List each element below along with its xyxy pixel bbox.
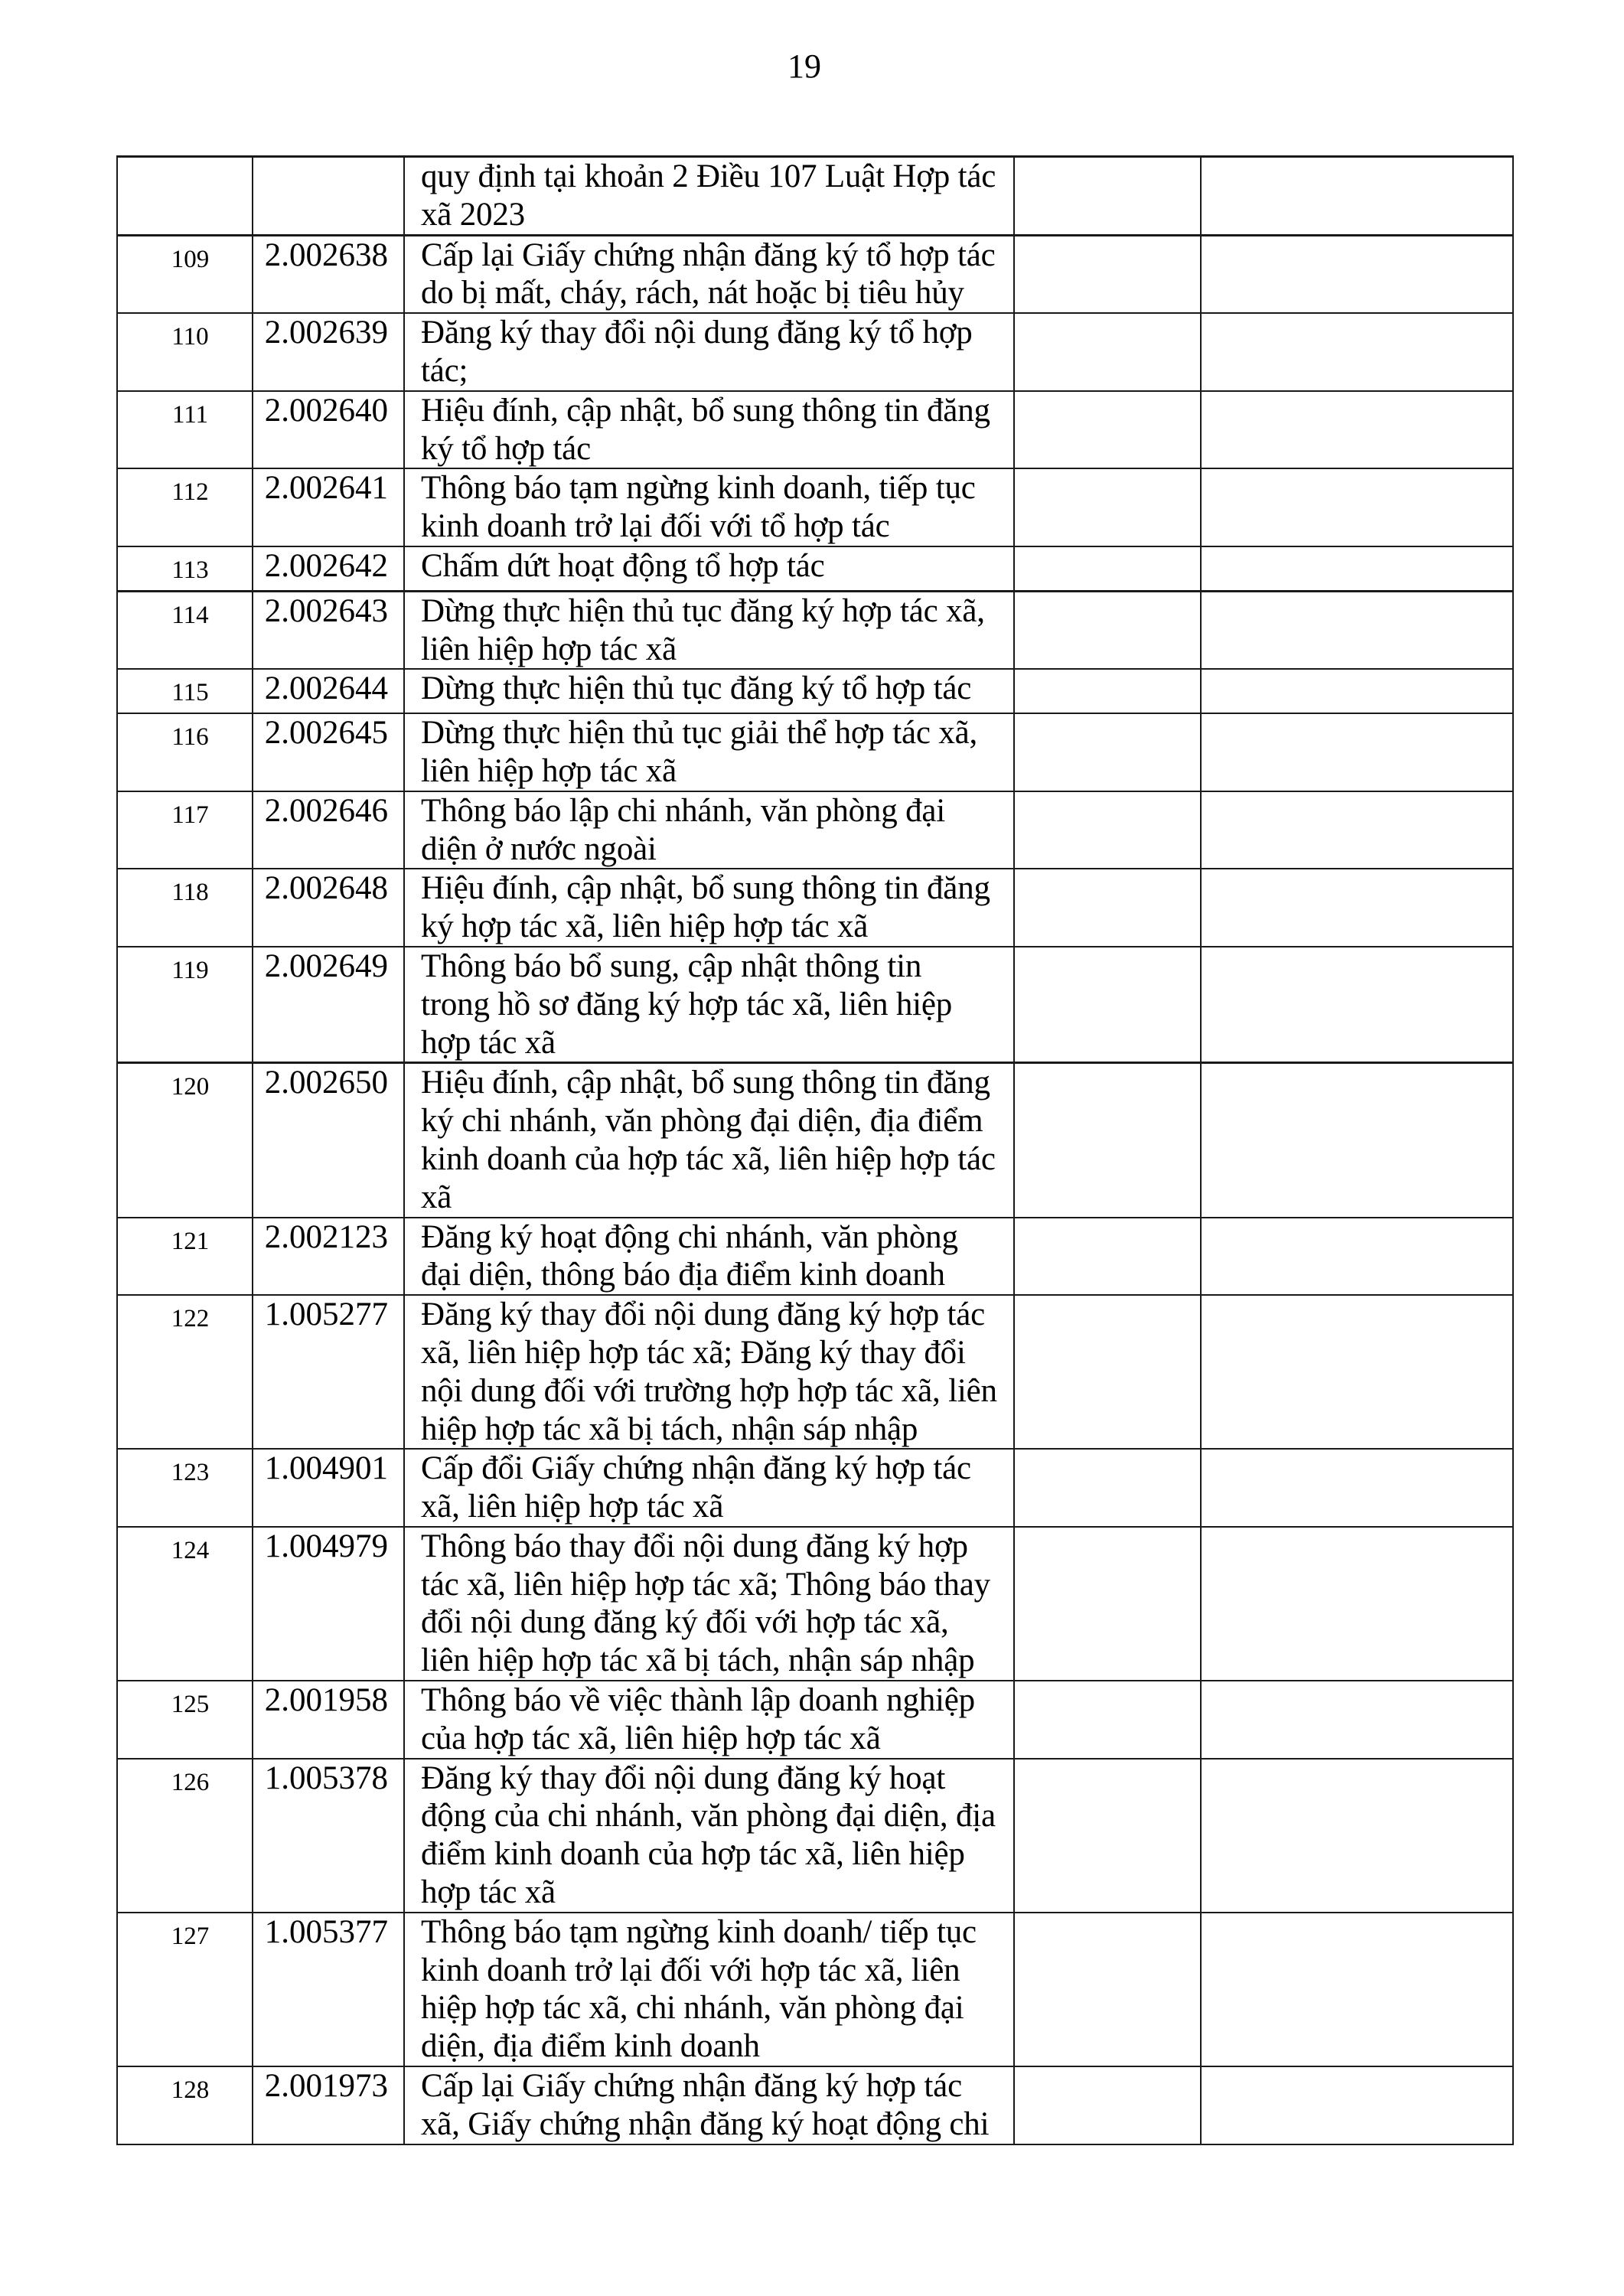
row-number-cell: 116 bbox=[117, 713, 253, 791]
procedure-code-cell: 1.005378 bbox=[253, 1759, 404, 1913]
procedure-name-line: liên hiệp hợp tác xã bbox=[421, 631, 677, 667]
empty-cell-col5 bbox=[1201, 546, 1513, 591]
empty-cell-col4 bbox=[1014, 1913, 1201, 2066]
procedure-name-line: liên hiệp hợp tác xã bbox=[421, 752, 677, 789]
empty-cell-col4 bbox=[1014, 1527, 1201, 1681]
table-row bbox=[117, 947, 1513, 1063]
empty-cell-col4 bbox=[1014, 947, 1201, 1063]
procedure-name-line: Đăng ký hoạt động chi nhánh, văn phòng bbox=[421, 1218, 958, 1255]
table-row bbox=[117, 791, 1513, 869]
procedure-name-cell bbox=[404, 1759, 1014, 1913]
empty-cell-col4 bbox=[1014, 869, 1201, 947]
procedure-code-cell: 2.002641 bbox=[253, 468, 404, 546]
procedure-name-line: Dừng thực hiện thủ tục đăng ký tổ hợp tác bbox=[421, 670, 972, 707]
procedure-name-cell bbox=[404, 1527, 1014, 1681]
empty-cell-col5 bbox=[1201, 1449, 1513, 1527]
procedure-name-cell bbox=[404, 1063, 1014, 1218]
procedure-name-line: Thông báo về việc thành lập doanh nghiệp bbox=[421, 1682, 975, 1719]
procedure-name-cell bbox=[404, 313, 1014, 391]
empty-cell-col5 bbox=[1201, 1681, 1513, 1759]
table-row bbox=[117, 1063, 1513, 1218]
empty-cell-col5 bbox=[1201, 1913, 1513, 2066]
empty-cell-col5 bbox=[1201, 235, 1513, 313]
empty-cell-col4 bbox=[1014, 591, 1201, 669]
procedure-code-cell: 2.002649 bbox=[253, 947, 404, 1063]
row-number-cell: 113 bbox=[117, 546, 253, 591]
procedure-code-cell: 2.001973 bbox=[253, 2066, 404, 2144]
procedure-name-line: động của chi nhánh, văn phòng đại diện, địa bbox=[421, 1798, 996, 1835]
empty-cell-col5 bbox=[1201, 391, 1513, 469]
empty-cell-col4 bbox=[1014, 2066, 1201, 2144]
empty-cell-col4 bbox=[1014, 235, 1201, 313]
empty-cell-col5 bbox=[1201, 669, 1513, 713]
procedure-name-line: nội dung đối với trường hợp hợp tác xã, liên bbox=[421, 1372, 997, 1409]
procedures-table bbox=[116, 155, 1514, 2145]
procedure-name-line: ký hợp tác xã, liên hiệp hợp tác xã bbox=[421, 908, 869, 945]
procedures-table-body bbox=[117, 157, 1513, 2144]
procedure-name-cell bbox=[404, 2066, 1014, 2144]
row-number-cell: 120 bbox=[117, 1063, 253, 1218]
procedure-code-cell: 1.005377 bbox=[253, 1913, 404, 2066]
table-row bbox=[117, 669, 1513, 713]
table-row bbox=[117, 157, 1513, 236]
table-row bbox=[117, 391, 1513, 469]
empty-cell-col5 bbox=[1201, 869, 1513, 947]
procedure-name-line: hiệp hợp tác xã bị tách, nhận sáp nhập bbox=[421, 1411, 918, 1447]
procedure-name-line: ký chi nhánh, văn phòng đại diện, địa điểm bbox=[421, 1103, 983, 1140]
table-row bbox=[117, 1449, 1513, 1527]
procedure-code-cell: 2.002639 bbox=[253, 313, 404, 391]
table-row bbox=[117, 869, 1513, 947]
procedure-name-line: Thông báo bổ sung, cập nhật thông tin bbox=[421, 947, 922, 984]
procedure-name-line: ký tổ hợp tác bbox=[421, 430, 591, 467]
row-number-cell: 117 bbox=[117, 791, 253, 869]
table-row bbox=[117, 591, 1513, 669]
procedure-code-cell: 2.002646 bbox=[253, 791, 404, 869]
procedure-name-line: Cấp lại Giấy chứng nhận đăng ký tổ hợp tác bbox=[421, 236, 996, 273]
empty-cell-col4 bbox=[1014, 1295, 1201, 1449]
row-number-cell: 122 bbox=[117, 1295, 253, 1449]
procedure-code-cell: 1.004901 bbox=[253, 1449, 404, 1527]
empty-cell-col4 bbox=[1014, 1063, 1201, 1218]
procedure-name-line: kinh doanh của hợp tác xã, liên hiệp hợp tác bbox=[421, 1140, 996, 1177]
procedure-name-line: Thông báo thay đổi nội dung đăng ký hợp bbox=[421, 1528, 968, 1564]
row-number-cell: 128 bbox=[117, 2066, 253, 2144]
row-number-cell: 123 bbox=[117, 1449, 253, 1527]
procedure-name-line: của hợp tác xã, liên hiệp hợp tác xã bbox=[421, 1720, 881, 1756]
empty-cell-col5 bbox=[1201, 591, 1513, 669]
procedure-name-line: Đăng ký thay đổi nội dung đăng ký hoạt bbox=[421, 1760, 946, 1796]
row-number-cell: 115 bbox=[117, 669, 253, 713]
procedure-name-line: Hiệu đính, cập nhật, bổ sung thông tin đăng bbox=[421, 1065, 990, 1101]
procedure-name-line: đổi nội dung đăng ký đối với hợp tác xã, bbox=[421, 1604, 949, 1641]
procedure-name-cell bbox=[404, 1218, 1014, 1296]
empty-cell-col4 bbox=[1014, 546, 1201, 591]
table-row bbox=[117, 468, 1513, 546]
procedure-name-line: do bị mất, cháy, rách, nát hoặc bị tiêu hủy bbox=[421, 275, 964, 311]
procedure-name-line: Đăng ký thay đổi nội dung đăng ký tổ hợp bbox=[421, 315, 973, 351]
procedure-name-line: trong hồ sơ đăng ký hợp tác xã, liên hiệp bbox=[421, 986, 953, 1022]
empty-cell-col4 bbox=[1014, 1218, 1201, 1296]
procedure-name-line: hiệp hợp tác xã, chi nhánh, văn phòng đại bbox=[421, 1990, 964, 2027]
empty-cell-col4 bbox=[1014, 468, 1201, 546]
table-row bbox=[117, 713, 1513, 791]
empty-cell-col4 bbox=[1014, 1681, 1201, 1759]
table-row bbox=[117, 546, 1513, 591]
row-number-cell: 109 bbox=[117, 235, 253, 313]
empty-cell-col5 bbox=[1201, 791, 1513, 869]
empty-cell-col5 bbox=[1201, 2066, 1513, 2144]
procedure-name-line: liên hiệp hợp tác xã bị tách, nhận sáp nhập bbox=[421, 1642, 975, 1679]
procedure-name-cell bbox=[404, 1913, 1014, 2066]
row-number-cell bbox=[117, 157, 253, 236]
procedure-code-cell: 2.002643 bbox=[253, 591, 404, 669]
table-row bbox=[117, 1218, 1513, 1296]
procedure-name-line: Hiệu đính, cập nhật, bổ sung thông tin đăng bbox=[421, 392, 990, 429]
table-row bbox=[117, 1527, 1513, 1681]
procedure-name-line: Đăng ký thay đổi nội dung đăng ký hợp tác bbox=[421, 1296, 986, 1333]
empty-cell-col4 bbox=[1014, 313, 1201, 391]
procedure-name-line: diện, địa điểm kinh doanh bbox=[421, 2028, 760, 2065]
procedure-code-cell: 1.005277 bbox=[253, 1295, 404, 1449]
procedure-name-cell bbox=[404, 391, 1014, 469]
empty-cell-col5 bbox=[1201, 947, 1513, 1063]
table-row bbox=[117, 1295, 1513, 1449]
table-row bbox=[117, 1913, 1513, 2066]
procedure-code-cell: 2.002123 bbox=[253, 1218, 404, 1296]
empty-cell-col4 bbox=[1014, 1449, 1201, 1527]
procedure-name-line: xã, liên hiệp hợp tác xã bbox=[421, 1489, 724, 1525]
procedure-name-line: xã, Giấy chứng nhận đăng ký hoạt động chi bbox=[421, 2105, 990, 2142]
empty-cell-col5 bbox=[1201, 1218, 1513, 1296]
procedure-name-cell bbox=[404, 669, 1014, 713]
procedure-name-line: xã, liên hiệp hợp tác xã; Đăng ký thay đổi bbox=[421, 1334, 966, 1371]
procedure-name-cell bbox=[404, 713, 1014, 791]
table-row bbox=[117, 235, 1513, 313]
empty-cell-col4 bbox=[1014, 713, 1201, 791]
procedure-name-line: quy định tại khoản 2 Điều 107 Luật Hợp tác bbox=[421, 158, 996, 194]
row-number-cell: 111 bbox=[117, 391, 253, 469]
procedure-name-line: kinh doanh trở lại đối với tổ hợp tác bbox=[421, 508, 890, 545]
procedure-name-line: Cấp đổi Giấy chứng nhận đăng ký hợp tác bbox=[421, 1450, 971, 1487]
procedure-name-cell bbox=[404, 1681, 1014, 1759]
empty-cell-col5 bbox=[1201, 1527, 1513, 1681]
row-number-cell: 119 bbox=[117, 947, 253, 1063]
empty-cell-col5 bbox=[1201, 313, 1513, 391]
row-number-cell: 127 bbox=[117, 1913, 253, 2066]
procedure-name-line: hợp tác xã bbox=[421, 1024, 556, 1061]
empty-cell-col4 bbox=[1014, 791, 1201, 869]
procedure-code-cell: 2.002642 bbox=[253, 546, 404, 591]
row-number-cell: 110 bbox=[117, 313, 253, 391]
procedure-name-line: xã 2023 bbox=[421, 196, 525, 233]
procedure-name-cell bbox=[404, 546, 1014, 591]
table-row bbox=[117, 313, 1513, 391]
row-number-cell: 126 bbox=[117, 1759, 253, 1913]
procedure-code-cell: 2.002644 bbox=[253, 669, 404, 713]
empty-cell-col4 bbox=[1014, 1759, 1201, 1913]
procedure-code-cell: 2.002648 bbox=[253, 869, 404, 947]
procedure-name-cell bbox=[404, 468, 1014, 546]
row-number-cell: 118 bbox=[117, 869, 253, 947]
procedure-code-cell: 2.002640 bbox=[253, 391, 404, 469]
empty-cell-col4 bbox=[1014, 669, 1201, 713]
procedure-name-line: Thông báo lập chi nhánh, văn phòng đại bbox=[421, 792, 946, 829]
row-number-cell: 112 bbox=[117, 468, 253, 546]
row-number-cell: 125 bbox=[117, 1681, 253, 1759]
procedure-name-line: Hiệu đính, cập nhật, bổ sung thông tin đăng bbox=[421, 870, 990, 907]
procedure-name-cell bbox=[404, 1295, 1014, 1449]
row-number-cell: 121 bbox=[117, 1218, 253, 1296]
procedure-name-line: xã bbox=[421, 1179, 452, 1215]
procedure-name-line: kinh doanh trở lại đối với hợp tác xã, liên bbox=[421, 1952, 960, 1988]
procedure-name-line: tác; bbox=[421, 352, 468, 389]
empty-cell-col4 bbox=[1014, 157, 1201, 236]
procedure-code-cell: 2.002650 bbox=[253, 1063, 404, 1218]
empty-cell-col5 bbox=[1201, 713, 1513, 791]
procedure-name-cell bbox=[404, 157, 1014, 236]
empty-cell-col5 bbox=[1201, 1063, 1513, 1218]
empty-cell-col5 bbox=[1201, 157, 1513, 236]
procedure-code-cell: 2.002638 bbox=[253, 235, 404, 313]
row-number-cell: 114 bbox=[117, 591, 253, 669]
procedure-name-line: Dừng thực hiện thủ tục giải thể hợp tác xã, bbox=[421, 715, 978, 752]
procedure-code-cell: 2.002645 bbox=[253, 713, 404, 791]
empty-cell-col5 bbox=[1201, 468, 1513, 546]
procedure-name-line: điểm kinh doanh của hợp tác xã, liên hiệp bbox=[421, 1836, 965, 1873]
procedure-code-cell: 2.001958 bbox=[253, 1681, 404, 1759]
procedure-name-line: Thông báo tạm ngừng kinh doanh, tiếp tục bbox=[421, 470, 976, 507]
procedure-name-cell bbox=[404, 591, 1014, 669]
table-row bbox=[117, 1681, 1513, 1759]
procedure-name-cell bbox=[404, 947, 1014, 1063]
empty-cell-col4 bbox=[1014, 391, 1201, 469]
empty-cell-col5 bbox=[1201, 1295, 1513, 1449]
empty-cell-col5 bbox=[1201, 1759, 1513, 1913]
table-row bbox=[117, 1759, 1513, 1913]
procedure-code-cell bbox=[253, 157, 404, 236]
procedure-name-line: hợp tác xã bbox=[421, 1874, 556, 1911]
procedure-name-cell bbox=[404, 869, 1014, 947]
procedure-name-line: Thông báo tạm ngừng kinh doanh/ tiếp tục bbox=[421, 1913, 977, 1950]
procedure-name-cell bbox=[404, 235, 1014, 313]
procedure-name-line: đại diện, thông báo địa điểm kinh doanh bbox=[421, 1257, 945, 1293]
table-row bbox=[117, 2066, 1513, 2144]
procedure-code-cell: 1.004979 bbox=[253, 1527, 404, 1681]
row-number-cell: 124 bbox=[117, 1527, 253, 1681]
procedure-name-cell bbox=[404, 1449, 1014, 1527]
procedure-name-line: Dừng thực hiện thủ tục đăng ký hợp tác xã, bbox=[421, 592, 985, 629]
procedure-name-line: diện ở nước ngoài bbox=[421, 830, 657, 867]
procedure-name-line: Chấm dứt hoạt động tổ hợp tác bbox=[421, 547, 825, 584]
page-number: 19 bbox=[788, 47, 821, 85]
procedure-name-cell bbox=[404, 791, 1014, 869]
procedure-name-line: tác xã, liên hiệp hợp tác xã; Thông báo thay bbox=[421, 1566, 990, 1603]
procedure-name-line: Cấp lại Giấy chứng nhận đăng ký hợp tác bbox=[421, 2068, 962, 2105]
